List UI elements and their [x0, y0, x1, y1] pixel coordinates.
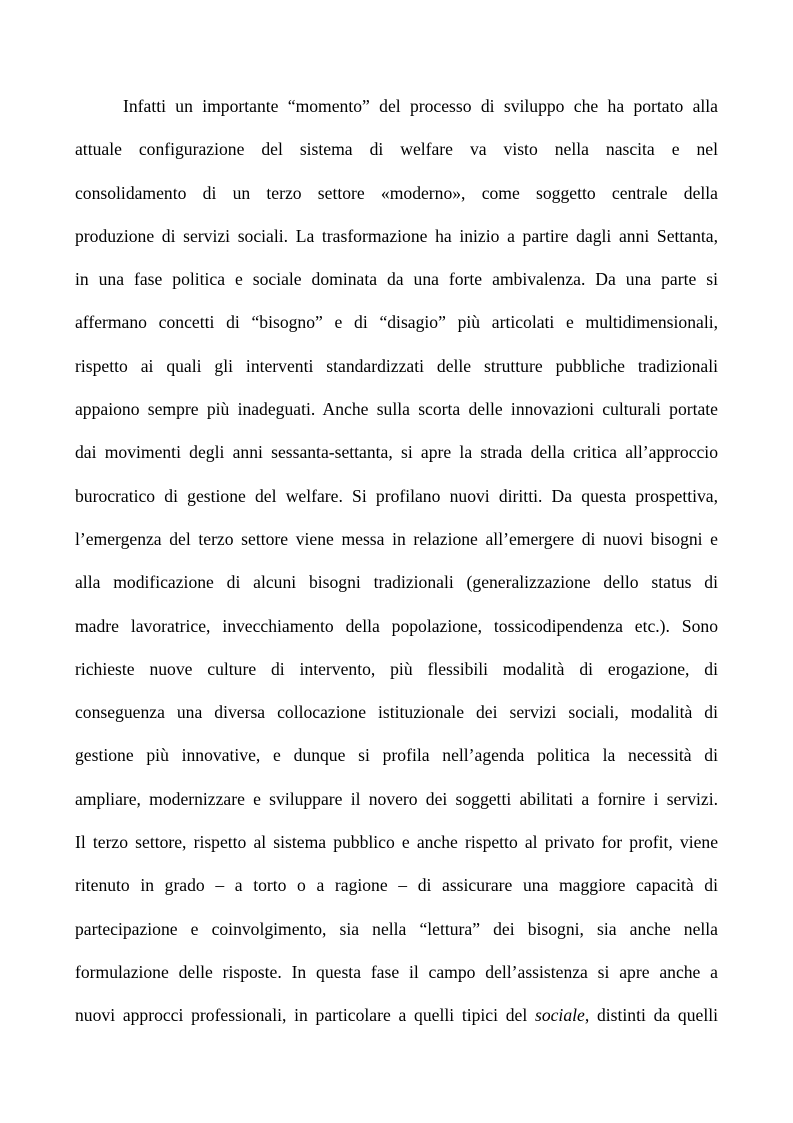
text-line: l’emergenza del terzo settore viene messa in relazione all’emergere di nuovi bisogni e — [75, 528, 718, 549]
text-line: ritenuto in grado – a torto o a ragione – di assicurare una maggiore capacità di — [75, 875, 718, 896]
text-line: attuale configurazione del sistema di welfare va visto nella nascita e nel — [75, 139, 718, 160]
text-line-last — [75, 999, 718, 1042]
body-paragraph — [75, 90, 718, 1043]
text-line: Il terzo settore, rispetto al sistema pubblico e anche rispetto al privato for profit, viene — [75, 832, 718, 853]
italic-term: sociale — [534, 1005, 585, 1026]
text-line: consolidamento di un terzo settore «moderno», come soggetto centrale della — [75, 182, 718, 203]
text-line: appaiono sempre più inadeguati. Anche sulla scorta delle innovazioni culturali portate — [75, 399, 718, 420]
text-line: madre lavoratrice, invecchiamento della popolazione, tossicodipendenza etc.). Sono — [75, 615, 718, 636]
text-line: produzione di servizi sociali. La trasformazione ha inizio a partire dagli anni Settanta, — [75, 225, 718, 246]
text-segment: nuovi approcci professionali, in particolare a quelli tipici del — [75, 1005, 535, 1026]
text-line: Infatti un importante “momento” del processo di sviluppo che ha portato alla — [123, 96, 718, 116]
text-line: alla modificazione di alcuni bisogni tradizionali (generalizzazione dello status di — [75, 572, 718, 593]
text-line: dai movimenti degli anni sessanta-settanta, si apre la strada della critica all’approccio — [75, 442, 718, 463]
text-line: conseguenza una diversa collocazione istituzionale dei servizi sociali, modalità di — [75, 702, 718, 723]
text-line: rispetto ai quali gli interventi standardizzati delle strutture pubbliche tradizionali — [75, 355, 718, 376]
text-line: gestione più innovative, e dunque si profila nell’agenda politica la necessità di — [75, 745, 718, 766]
text-line: formulazione delle risposte. In questa fase il campo dell’assistenza si apre anche a — [75, 961, 718, 982]
text-segment: , distinti da quelli — [584, 1005, 718, 1026]
text-line: partecipazione e coinvolgimento, sia nella “lettura” dei bisogni, sia anche nella — [75, 918, 718, 939]
text-line: burocratico di gestione del welfare. Si profilano nuovi diritti. Da questa prospettiva, — [75, 485, 718, 506]
text-line: richieste nuove culture di intervento, più flessibili modalità di erogazione, di — [75, 658, 718, 679]
text-line: ampliare, modernizzare e sviluppare il novero dei soggetti abilitati a fornire i servizi. — [75, 788, 718, 809]
text-line: in una fase politica e sociale dominata da una forte ambivalenza. Da una parte si — [75, 269, 718, 290]
text-line: affermano concetti di “bisogno” e di “disagio” più articolati e multidimensionali, — [75, 312, 718, 333]
